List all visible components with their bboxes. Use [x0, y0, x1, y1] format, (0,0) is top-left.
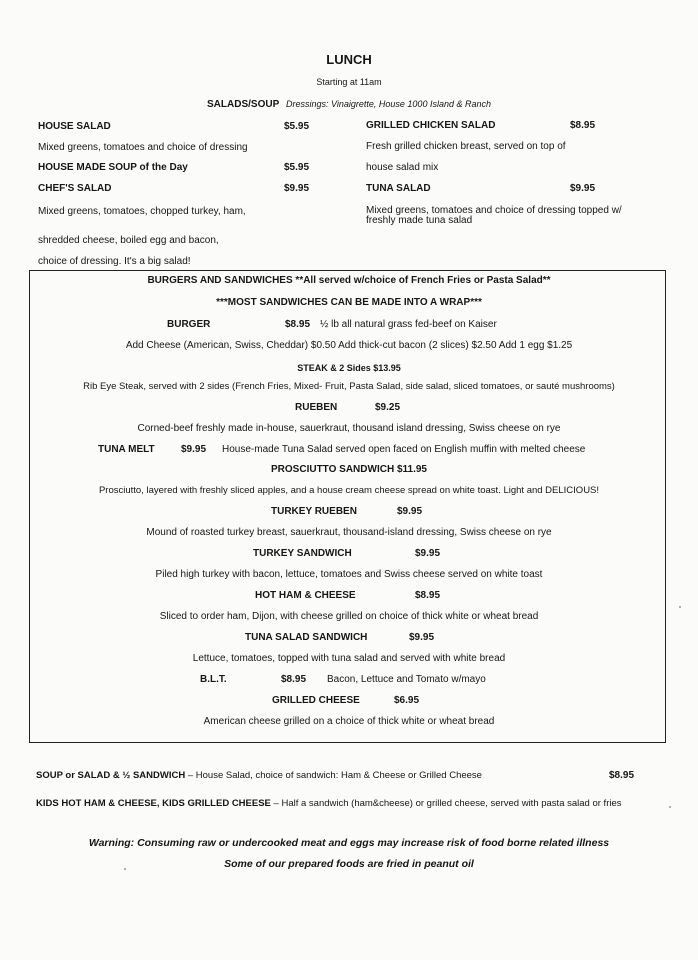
house-soup-name: HOUSE MADE SOUP of the Day [38, 162, 188, 173]
soup-salad-half-sandwich-price: $8.95 [609, 770, 635, 781]
scan-speck [124, 868, 126, 870]
blt-name: B.L.T. [200, 674, 227, 685]
scan-speck [669, 806, 671, 808]
page-title: LUNCH [326, 52, 372, 67]
chefs-salad-price: $9.95 [284, 183, 310, 194]
house-salad-name: HOUSE SALAD [38, 121, 111, 132]
turkey-rueben-desc: Mound of roasted turkey breast, sauerkraut, thousand-island dressing, Swiss cheese on rye [146, 527, 552, 538]
burger-addons: Add Cheese (American, Swiss, Cheddar) $0.50 Add thick-cut bacon (2 slices) $2.50 Add 1 egg $1.25 [125, 340, 573, 351]
house-soup-price: $5.95 [284, 162, 310, 173]
rueben-name: RUEBEN [295, 402, 338, 413]
wrap-note: ***MOST SANDWICHES CAN BE MADE INTO A WRAP*** [216, 297, 482, 308]
page-subtitle: Starting at 11am [316, 77, 382, 87]
tuna-salad-sandwich-name: TUNA SALAD SANDWICH [245, 632, 368, 643]
salads-heading-row [0, 98, 698, 111]
tuna-salad-sandwich-desc: Lettuce, tomatoes, topped with tuna salad and served with white bread [192, 653, 506, 664]
burger-price: $8.95 [285, 319, 311, 330]
kids-menu-desc: – Half a sandwich (ham&cheese) or grilled cheese, served with pasta salad or fries [270, 798, 622, 809]
grilled-chicken-salad-price: $8.95 [570, 120, 596, 131]
food-warning: Warning: Consuming raw or undercooked meat and eggs may increase risk of food borne related illness [88, 837, 610, 849]
grilled-chicken-desc-1: Fresh grilled chicken breast, served on top of [366, 141, 566, 152]
chefs-salad-desc-1: Mixed greens, tomatoes, chopped turkey, ham, [38, 206, 246, 217]
turkey-rueben-name: TURKEY RUEBEN [271, 506, 357, 517]
hot-ham-cheese-price: $8.95 [415, 590, 441, 601]
turkey-sandwich-price: $9.95 [415, 548, 441, 559]
tuna-salad-desc-2: freshly made tuna salad [366, 215, 473, 226]
peanut-oil-note: Some of our prepared foods are fried in peanut oil [224, 858, 474, 870]
tuna-melt-desc: House-made Tuna Salad served open faced on English muffin with melted cheese [222, 444, 586, 455]
burger-desc: ½ lb all natural grass fed-beef on Kaiser [320, 319, 497, 330]
chefs-salad-desc-2: shredded cheese, boiled egg and bacon, [38, 235, 219, 246]
prosciutto-title: PROSCIUTTO SANDWICH $11.95 [271, 464, 427, 475]
turkey-rueben-price: $9.95 [397, 506, 423, 517]
tuna-salad-name: TUNA SALAD [366, 183, 431, 194]
house-salad-price: $5.95 [284, 121, 310, 132]
hot-ham-cheese-name: HOT HAM & CHEESE [255, 590, 356, 601]
blt-price: $8.95 [281, 674, 307, 685]
tuna-melt-price: $9.95 [181, 444, 207, 455]
soup-salad-half-sandwich-name: SOUP or SALAD & ½ SANDWICH [36, 770, 186, 781]
kids-menu-line [36, 798, 622, 810]
chefs-salad-desc-3: choice of dressing. It's a big salad! [38, 256, 191, 267]
steak-desc: Rib Eye Steak, served with 2 sides (French Fries, Mixed- Fruit, Pasta Salad, side salad, sliced tomatoes, or sauté mushrooms) [83, 381, 615, 392]
steak-title: STEAK & 2 Sides $13.95 [297, 363, 401, 373]
grilled-cheese-name: GRILLED CHEESE [272, 695, 360, 706]
kids-menu-name: KIDS HOT HAM & CHEESE, KIDS GRILLED CHEESE [36, 798, 271, 809]
tuna-melt-name: TUNA MELT [98, 444, 155, 455]
tuna-salad-price: $9.95 [570, 183, 596, 194]
tuna-salad-desc-1: Mixed greens, tomatoes and choice of dressing topped w/ [366, 205, 622, 216]
grilled-chicken-desc-2: house salad mix [366, 162, 439, 173]
burger-name: BURGER [167, 319, 211, 330]
hot-ham-cheese-desc: Sliced to order ham, Dijon, with cheese grilled on choice of thick white or wheat bread [159, 611, 539, 622]
grilled-chicken-salad-name: GRILLED CHICKEN SALAD [366, 120, 496, 131]
prosciutto-desc: Prosciutto, layered with freshly sliced apples, and a house cream cheese spread on white toast. Light and DELICIOUS! [98, 485, 600, 496]
house-salad-desc: Mixed greens, tomatoes and choice of dressing [38, 142, 248, 153]
dressings-note: Dressings: Vinaigrette, House 1000 Island & Ranch [286, 99, 491, 109]
turkey-sandwich-desc: Piled high turkey with bacon, lettuce, tomatoes and Swiss cheese served on white toast [155, 569, 543, 580]
salads-heading: SALADS/SOUP [207, 99, 280, 110]
grilled-cheese-price: $6.95 [394, 695, 420, 706]
scan-speck [679, 606, 681, 608]
turkey-sandwich-name: TURKEY SANDWICH [253, 548, 352, 559]
soup-salad-half-sandwich-desc: – House Salad, choice of sandwich: Ham & Cheese or Grilled Cheese [185, 770, 482, 781]
chefs-salad-name: CHEF'S SALAD [38, 183, 112, 194]
tuna-salad-sandwich-price: $9.95 [409, 632, 435, 643]
rueben-desc: Corned-beef freshly made in-house, sauerkraut, thousand island dressing, Swiss cheese on rye [137, 423, 561, 434]
grilled-cheese-desc: American cheese grilled on a choice of thick white or wheat bread [203, 716, 495, 727]
sandwiches-heading: BURGERS AND SANDWICHES **All served w/choice of French Fries or Pasta Salad** [147, 275, 551, 286]
rueben-price: $9.25 [375, 402, 401, 413]
soup-salad-half-sandwich [36, 770, 482, 782]
blt-desc: Bacon, Lettuce and Tomato w/mayo [327, 674, 486, 685]
